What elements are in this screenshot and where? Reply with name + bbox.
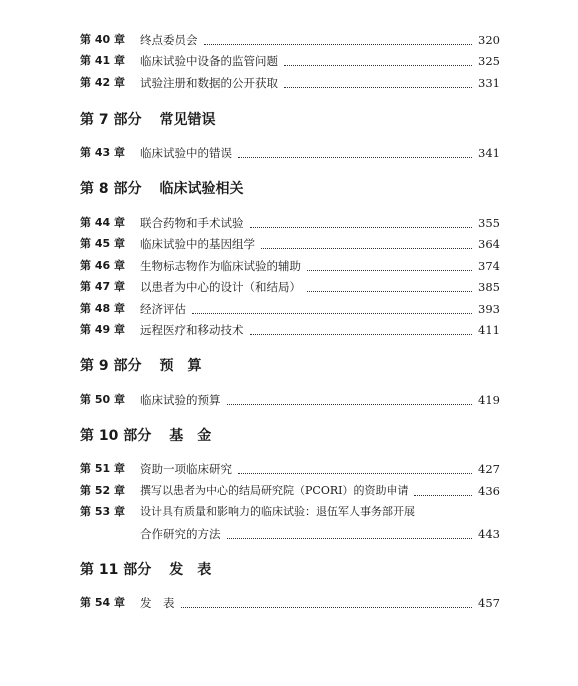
chapter-title: 以患者为中心的设计（和结局） <box>140 280 301 294</box>
toc-entry[interactable] <box>80 593 500 613</box>
leader-dots <box>238 473 472 474</box>
chapter-number: 第 49 章 <box>80 323 125 336</box>
part-heading <box>80 109 216 131</box>
toc-entry[interactable] <box>80 30 500 50</box>
page-number: 411 <box>478 323 500 337</box>
chapter-number: 第 50 章 <box>80 393 125 406</box>
part-title: 常见错误 <box>159 112 216 128</box>
leader-dots <box>238 157 472 158</box>
part-number: 第 8 部分 <box>80 181 142 197</box>
chapter-number: 第 53 章 <box>80 505 125 518</box>
chapter-title-line1: 设计具有质量和影响力的临床试验：退伍军人事务部开展 <box>140 505 415 518</box>
page-number: 393 <box>478 302 500 316</box>
chapter-number: 第 42 章 <box>80 76 125 89</box>
leader-dots <box>250 334 473 335</box>
chapter-number: 第 45 章 <box>80 237 125 250</box>
chapter-title: 试验注册和数据的公开获取 <box>140 76 278 90</box>
toc-entry[interactable] <box>80 256 500 276</box>
part-heading <box>80 425 211 447</box>
chapter-title: 远程医疗和移动技术 <box>140 323 244 337</box>
part-heading <box>80 178 244 200</box>
leader-dots <box>284 87 472 88</box>
chapter-title: 临床试验中的基因组学 <box>140 237 255 251</box>
toc-entry[interactable] <box>80 320 500 340</box>
toc-entry[interactable] <box>80 73 500 93</box>
leader-dots <box>284 65 472 66</box>
part-title: 基 金 <box>169 428 212 444</box>
chapter-title: 临床试验中的错误 <box>140 146 232 160</box>
chapter-title-line2: 合作研究的方法 <box>140 527 221 541</box>
leader-dots <box>414 495 472 496</box>
part-heading <box>80 559 211 581</box>
chapter-title: 资助一项临床研究 <box>140 462 232 476</box>
chapter-title: 撰写以患者为中心的结局研究院（PCORI）的资助申请 <box>140 484 409 497</box>
page-number: 374 <box>478 259 500 273</box>
page-number: 364 <box>478 237 500 251</box>
toc-entry[interactable] <box>80 459 500 479</box>
leader-dots <box>307 270 472 271</box>
part-number: 第 11 部分 <box>80 562 152 578</box>
leader-dots <box>227 538 473 539</box>
toc-entry[interactable] <box>80 299 500 319</box>
page-number: 457 <box>478 596 500 610</box>
part-number: 第 9 部分 <box>80 358 142 374</box>
leader-dots <box>307 291 472 292</box>
chapter-title: 临床试验的预算 <box>140 393 221 407</box>
page-number: 427 <box>478 462 500 476</box>
part-heading <box>80 355 202 377</box>
chapter-number: 第 48 章 <box>80 302 125 315</box>
part-number: 第 10 部分 <box>80 428 152 444</box>
chapter-title: 临床试验中设备的监管问题 <box>140 54 278 68</box>
page-number: 341 <box>478 146 500 160</box>
page-number: 325 <box>478 54 500 68</box>
toc-entry[interactable] <box>80 51 500 71</box>
part-title: 发 表 <box>169 562 212 578</box>
leader-dots <box>192 313 472 314</box>
part-number: 第 7 部分 <box>80 112 142 128</box>
chapter-number: 第 46 章 <box>80 259 125 272</box>
part-title: 预 算 <box>159 358 202 374</box>
part-title: 临床试验相关 <box>159 181 244 197</box>
chapter-number: 第 41 章 <box>80 54 125 67</box>
toc-entry[interactable] <box>80 234 500 254</box>
chapter-number: 第 54 章 <box>80 596 125 609</box>
chapter-number: 第 44 章 <box>80 216 125 229</box>
page-number: 355 <box>478 216 500 230</box>
leader-dots <box>181 607 473 608</box>
leader-dots <box>250 227 473 228</box>
page-number: 385 <box>478 280 500 294</box>
toc-entry[interactable] <box>80 277 500 297</box>
toc-entry[interactable] <box>80 481 500 501</box>
chapter-number: 第 51 章 <box>80 462 125 475</box>
chapter-title: 联合药物和手术试验 <box>140 216 244 230</box>
leader-dots <box>261 248 472 249</box>
toc-entry[interactable] <box>80 502 500 544</box>
leader-dots <box>227 404 473 405</box>
chapter-title: 终点委员会 <box>140 33 198 47</box>
chapter-title: 生物标志物作为临床试验的辅助 <box>140 259 301 273</box>
toc-entry[interactable] <box>80 213 500 233</box>
page-number: 320 <box>478 33 500 47</box>
page-number: 419 <box>478 393 500 407</box>
toc-entry[interactable] <box>80 143 500 163</box>
chapter-number: 第 52 章 <box>80 484 125 497</box>
page-number: 331 <box>478 76 500 90</box>
chapter-title: 发 表 <box>140 596 175 610</box>
chapter-number: 第 47 章 <box>80 280 125 293</box>
page-number: 436 <box>478 484 500 498</box>
chapter-number: 第 40 章 <box>80 33 125 46</box>
chapter-title: 经济评估 <box>140 302 186 316</box>
toc-entry[interactable] <box>80 390 500 410</box>
page-number: 443 <box>478 527 500 541</box>
chapter-number: 第 43 章 <box>80 146 125 159</box>
leader-dots <box>204 44 473 45</box>
